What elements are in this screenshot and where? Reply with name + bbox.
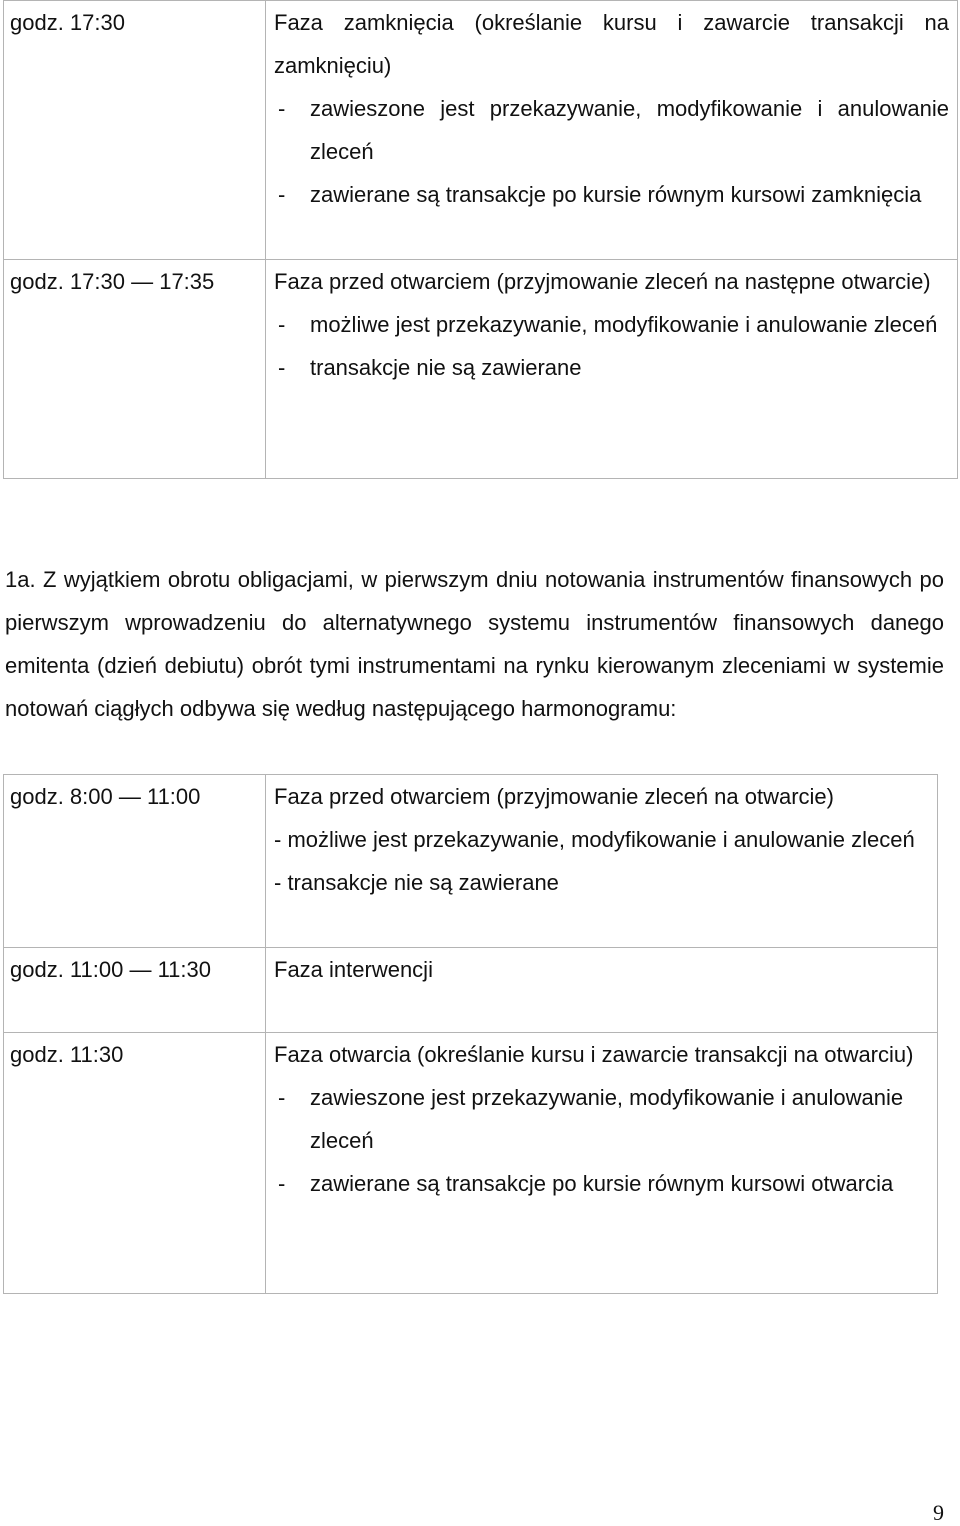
phase-bullet-list (274, 1076, 929, 1205)
phase-title: Faza interwencji (274, 957, 433, 982)
time-cell: godz. 17:30 — 17:35 (4, 260, 266, 479)
table-row (4, 260, 958, 479)
phase-title: Faza zamknięcia (określanie kursu i zawarcie transakcji na zamknięciu) (274, 10, 949, 78)
phase-cell (266, 775, 938, 948)
list-item: - zawieszone jest przekazywanie, modyfikowanie i anulowanie zleceń (274, 1076, 929, 1162)
time-cell: godz. 8:00 — 11:00 (4, 775, 266, 948)
phase-line: - transakcje nie są zawierane (274, 870, 559, 895)
table-row (4, 1, 958, 260)
list-item: - zawierane są transakcje po kursie równym kursowi otwarcia (274, 1162, 929, 1205)
phase-title: Faza przed otwarciem (przyjmowanie zleceń na następne otwarcie) (274, 269, 931, 294)
list-item: - transakcje nie są zawierane (274, 346, 949, 389)
phase-cell (266, 948, 938, 1033)
list-item: - możliwe jest przekazywanie, modyfikowanie i anulowanie zleceń (274, 303, 949, 346)
list-item: - zawierane są transakcje po kursie równym kursowi zamknięcia (274, 173, 949, 216)
phase-bullet-list (274, 87, 949, 216)
body-paragraph: 1a. Z wyjątkiem obrotu obligacjami, w pierwszym dniu notowania instrumentów finansowych po pierwszym wprowadzeniu do alternatywnego systemu instrumentów finansowych danego emitenta (dzień debiutu) obrót tymi instrumentami na rynku kierowanym zleceniami w systemie notowań ciągłych odbywa się według następującego harmonogramu: (5, 567, 944, 721)
time-cell: godz. 11:00 — 11:30 (4, 948, 266, 1033)
debut-schedule-table (3, 774, 938, 1294)
phase-line: - możliwe jest przekazywanie, modyfikowanie i anulowanie zleceń (274, 827, 915, 852)
phase-cell (266, 1, 958, 260)
phase-cell (266, 260, 958, 479)
list-item: - zawieszone jest przekazywanie, modyfikowanie i anulowanie zleceń (274, 87, 949, 173)
time-cell: godz. 11:30 (4, 1033, 266, 1294)
page-number: 9 (933, 1500, 944, 1525)
table-row (4, 1033, 938, 1294)
time-cell: godz. 17:30 (4, 1, 266, 260)
phase-title: Faza przed otwarciem (przyjmowanie zleceń na otwarcie) (274, 784, 834, 809)
table-row (4, 775, 938, 948)
phase-title: Faza otwarcia (określanie kursu i zawarcie transakcji na otwarciu) (274, 1042, 914, 1067)
table-row (4, 948, 938, 1033)
phase-cell (266, 1033, 938, 1294)
phase-bullet-list (274, 303, 949, 389)
session-schedule-table-top (3, 0, 958, 479)
